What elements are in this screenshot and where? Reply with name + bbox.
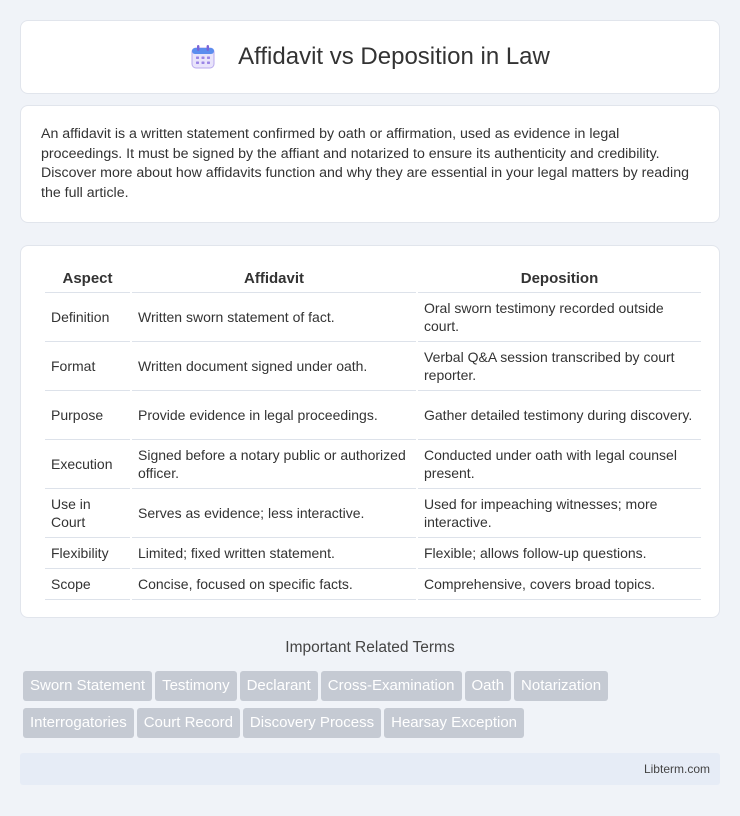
row-deposition: Conducted under oath with legal counsel present. <box>418 440 701 489</box>
table-row <box>45 391 701 440</box>
table-row <box>45 440 701 489</box>
table-row <box>45 293 701 342</box>
tag-interrogatories[interactable]: Interrogatories <box>23 708 134 738</box>
row-affidavit: Provide evidence in legal proceedings. <box>132 391 416 440</box>
row-affidavit: Limited; fixed written statement. <box>132 538 416 569</box>
intro-card <box>20 105 720 223</box>
row-affidavit: Concise, focused on specific facts. <box>132 569 416 600</box>
row-aspect: Scope <box>45 569 130 600</box>
row-deposition: Flexible; allows follow-up questions. <box>418 538 701 569</box>
tag-declarant[interactable]: Declarant <box>240 671 318 701</box>
header-aspect: Aspect <box>45 264 130 293</box>
table-header-row <box>45 264 701 293</box>
row-aspect: Use in Court <box>45 489 130 538</box>
header-deposition: Deposition <box>418 264 701 293</box>
intro-text: An affidavit is a written statement confirmed by oath or affirmation, used as evidence in legal proceedings. It must be signed by the affiant and notarized to ensure its authenticity and credibility. Discover more about how affidavits function and why they are essential in your legal matters by reading the full article. <box>41 126 689 201</box>
row-deposition: Verbal Q&A session transcribed by court reporter. <box>418 342 701 391</box>
row-affidavit: Written document signed under oath. <box>132 342 416 391</box>
tag-oath[interactable]: Oath <box>465 671 512 701</box>
table-row <box>45 489 701 538</box>
page-title: Affidavit vs Deposition in Law <box>238 43 550 70</box>
row-deposition: Oral sworn testimony recorded outside court. <box>418 293 701 342</box>
tag-cross-examination[interactable]: Cross-Examination <box>321 671 462 701</box>
row-aspect: Execution <box>45 440 130 489</box>
row-deposition: Used for impeaching witnesses; more interactive. <box>418 489 701 538</box>
tag-court-record[interactable]: Court Record <box>137 708 240 738</box>
comparison-table-card <box>20 245 720 618</box>
table-row <box>45 569 701 600</box>
tag-discovery-process[interactable]: Discovery Process <box>243 708 381 738</box>
header-affidavit: Affidavit <box>132 264 416 293</box>
table-row <box>45 538 701 569</box>
row-deposition: Comprehensive, covers broad topics. <box>418 569 701 600</box>
row-aspect: Flexibility <box>45 538 130 569</box>
comparison-table <box>43 264 703 600</box>
row-aspect: Format <box>45 342 130 391</box>
tag-testimony[interactable]: Testimony <box>155 671 237 701</box>
row-deposition: Gather detailed testimony during discovery. <box>418 391 701 440</box>
row-aspect: Definition <box>45 293 130 342</box>
related-terms-title: Important Related Terms <box>285 639 455 656</box>
calendar-icon <box>190 44 216 70</box>
row-affidavit: Written sworn statement of fact. <box>132 293 416 342</box>
related-terms-list <box>23 671 723 745</box>
table-row <box>45 342 701 391</box>
row-aspect: Purpose <box>45 391 130 440</box>
tag-notarization[interactable]: Notarization <box>514 671 608 701</box>
footer-link[interactable]: Libterm.com <box>643 762 710 776</box>
footer <box>20 753 720 785</box>
tag-hearsay-exception[interactable]: Hearsay Exception <box>384 708 524 738</box>
tag-sworn-statement[interactable]: Sworn Statement <box>23 671 152 701</box>
title-card <box>20 20 720 94</box>
row-affidavit: Signed before a notary public or authorized officer. <box>132 440 416 489</box>
row-affidavit: Serves as evidence; less interactive. <box>132 489 416 538</box>
